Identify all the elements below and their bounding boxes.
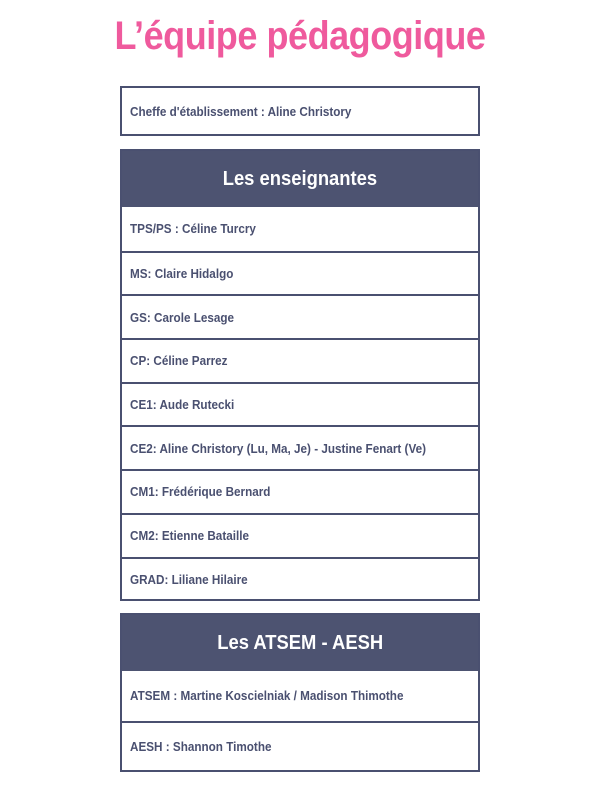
teacher-text: TPS/PS : Céline Turcry [130, 221, 256, 237]
teacher-row [122, 251, 478, 295]
director-text: Cheffe d'établissement : Aline Christory [130, 103, 352, 119]
staff-table [120, 613, 480, 772]
teacher-row [122, 338, 478, 382]
staff-text: ATSEM : Martine Koscielniak / Madison Thimothe [130, 688, 404, 704]
teachers-heading [122, 151, 478, 207]
teacher-text: GRAD: Liliane Hilaire [130, 571, 248, 587]
teacher-row [122, 513, 478, 557]
teachers-heading-text: Les enseignantes [222, 167, 378, 190]
teacher-text: CE1: Aude Rutecki [130, 397, 235, 413]
teacher-text: CM2: Etienne Bataille [130, 528, 249, 544]
director-box [120, 86, 480, 136]
teacher-text: CP: Céline Parrez [130, 353, 228, 369]
teacher-row [122, 207, 478, 251]
staff-heading-text: Les ATSEM - AESH [217, 631, 383, 654]
teacher-text: GS: Carole Lesage [130, 309, 235, 325]
teacher-text: MS: Claire Hidalgo [130, 266, 234, 282]
teacher-row [122, 294, 478, 338]
teacher-text: CM1: Frédérique Bernard [130, 484, 271, 500]
page-title: L’équipe pédagogique [114, 14, 486, 58]
teacher-row [122, 557, 478, 601]
teacher-text: CE2: Aline Christory (Lu, Ma, Je) - Justine Fenart (Ve) [130, 440, 427, 456]
teacher-row [122, 469, 478, 513]
teacher-row [122, 382, 478, 426]
teacher-row [122, 425, 478, 469]
staff-text: AESH : Shannon Timothe [130, 738, 272, 754]
director-row [122, 88, 478, 134]
staff-row [122, 671, 478, 721]
staff-row [122, 721, 478, 771]
teachers-table [120, 149, 480, 601]
staff-heading [122, 615, 478, 671]
